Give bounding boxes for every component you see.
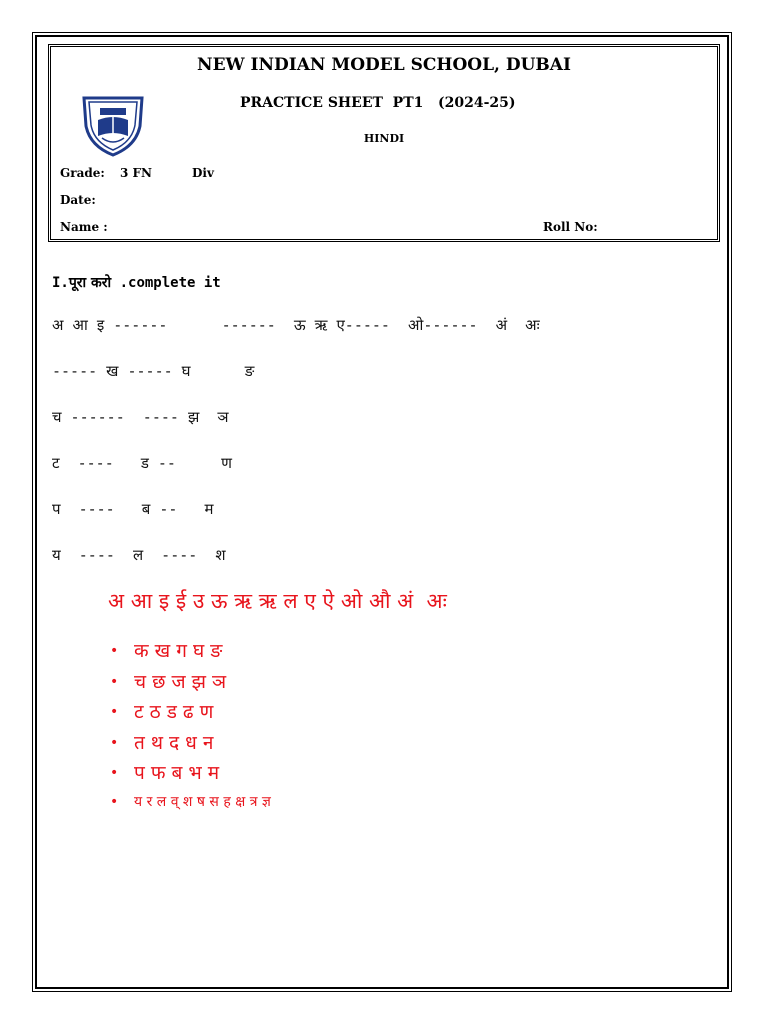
grade-value: 3 FN	[120, 166, 153, 180]
list-item: • क ख ग घ ङ	[110, 636, 271, 667]
exercise-row-ya-varga: य ---- ल ---- श	[52, 546, 226, 564]
date-label: Date:	[60, 193, 96, 207]
school-name: NEW INDIAN MODEL SCHOOL, DUBAI	[197, 55, 571, 75]
exercise-row-ka-varga: ----- ख ----- घ ङ	[52, 362, 255, 380]
exercise-row-pa-varga: प ---- ब -- म	[52, 500, 214, 518]
school-crest-icon	[80, 92, 146, 158]
grade-label: Grade:	[60, 166, 105, 180]
answer-vowels: अ आ इ ई उ ऊ ऋ ऋ ल ए ऐ ओ औ अं अः	[108, 589, 447, 613]
question-number: I.	[52, 275, 69, 291]
list-item: • य र ल व् श ष स ह क्ष त्र ज्ञ	[110, 789, 271, 815]
list-item: • च छ ज झ ञ	[110, 667, 271, 698]
list-item: • त थ द ध न	[110, 728, 271, 759]
question-hindi: पूरा करो	[68, 275, 112, 291]
question-title	[52, 273, 221, 292]
list-item: • प फ ब भ म	[110, 758, 271, 789]
name-label: Name :	[60, 220, 108, 234]
exercise-row-cha-varga: च ------ ---- झ ञ	[52, 408, 229, 426]
answer-consonant-list	[110, 636, 271, 815]
exercise-row-vowels: अ आ इ ------ ------ ऊ ऋ ए----- ओ------ अं अः	[52, 316, 540, 334]
question-english: .complete it	[111, 275, 221, 291]
div-label: Div	[192, 166, 214, 180]
subject-title: HINDI	[363, 132, 405, 145]
exercise-row-ta-varga: ट ---- ड -- ण	[52, 454, 232, 472]
roll-no-label: Roll No:	[543, 220, 598, 234]
sheet-title: PRACTICE SHEET PT1 (2024-25)	[240, 95, 516, 111]
list-item: • ट ठ ड ढ ण	[110, 697, 271, 728]
